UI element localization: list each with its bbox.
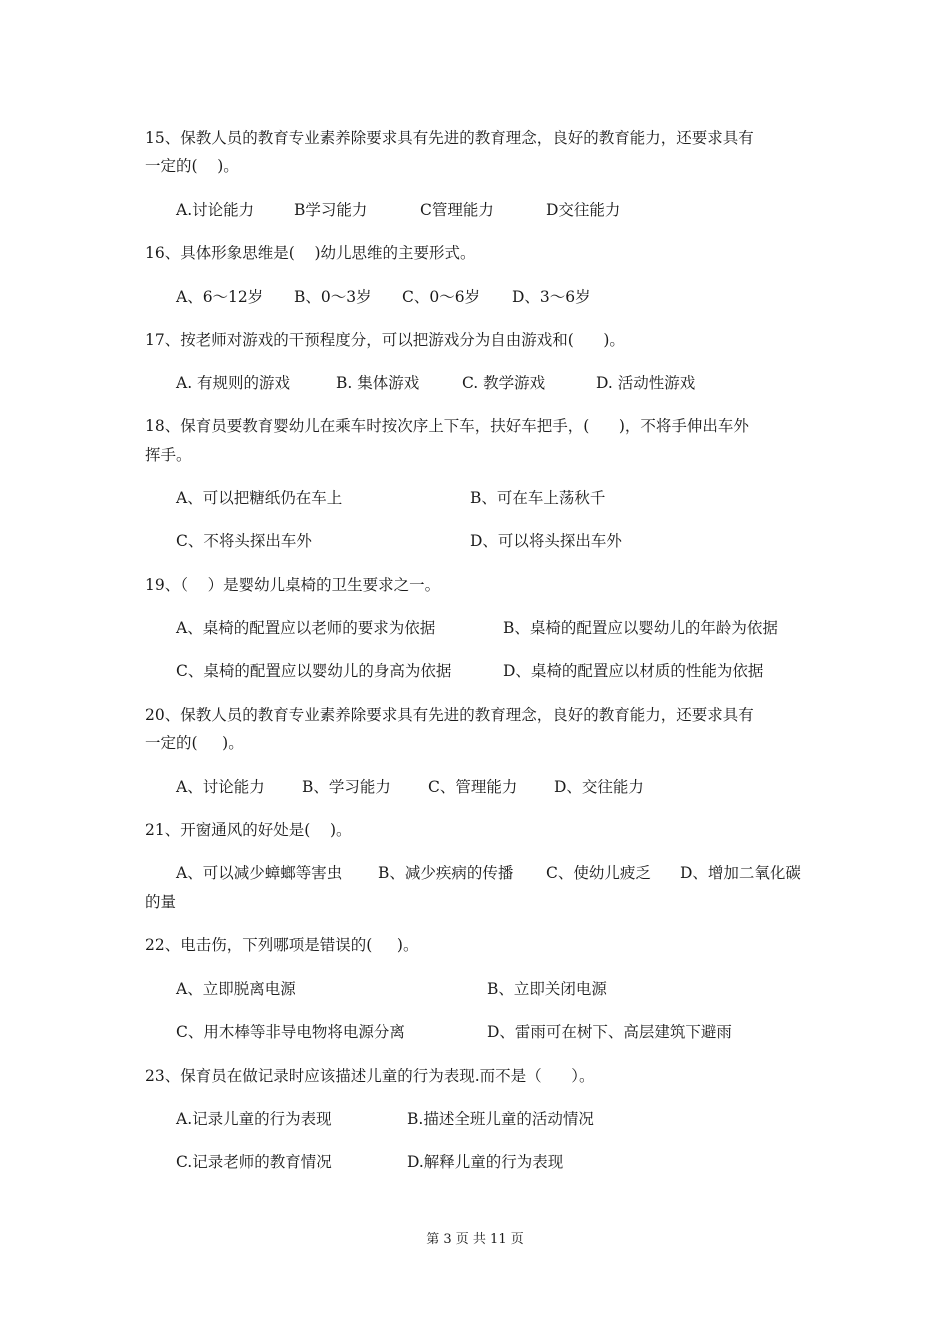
question-15-option-c: C管理能力 — [420, 201, 494, 219]
question-16-option-a: A、6～12岁 — [176, 288, 264, 306]
question-21-option-c: C、使幼儿疲乏 — [546, 864, 651, 882]
question-16-stem: 16、具体形象思维是( )幼儿思维的主要形式。 — [145, 244, 476, 262]
question-17-option-b: B. 集体游戏 — [336, 374, 420, 392]
question-23-stem: 23、保育员在做记录时应该描述儿童的行为表现.而不是（ ）。 — [145, 1067, 595, 1085]
question-21-stem: 21、开窗通风的好处是( )。 — [145, 821, 352, 839]
question-21-option-d-continuation: 的量 — [145, 893, 177, 911]
question-15-option-b: B学习能力 — [294, 201, 368, 219]
question-19-option-a: A、桌椅的配置应以老师的要求为依据 — [176, 619, 436, 637]
question-21-option-b: B、减少疾病的传播 — [378, 864, 514, 882]
question-17-option-a: A. 有规则的游戏 — [176, 374, 291, 392]
question-21-option-d: D、增加二氧化碳 — [680, 864, 801, 882]
question-18-stem-line-2: 挥手。 — [145, 446, 192, 464]
question-20-option-c: C、管理能力 — [428, 778, 518, 796]
question-23-option-b: B.描述全班儿童的活动情况 — [407, 1110, 594, 1128]
question-20-option-b: B、学习能力 — [302, 778, 391, 796]
question-19-option-c: C、桌椅的配置应以婴幼儿的身高为依据 — [176, 662, 452, 680]
question-18-option-c: C、不将头探出车外 — [176, 532, 312, 550]
question-16-option-d: D、3～6岁 — [512, 288, 591, 306]
question-15-stem-line-2: 一定的( )。 — [145, 157, 239, 175]
question-23-option-a: A.记录儿童的行为表现 — [176, 1110, 332, 1128]
question-15-option-d: D交往能力 — [546, 201, 621, 219]
question-17-option-c: C. 教学游戏 — [462, 374, 546, 392]
question-19-option-b: B、桌椅的配置应以婴幼儿的年龄为依据 — [503, 619, 778, 637]
question-16-option-b: B、0～3岁 — [294, 288, 372, 306]
question-20-option-a: A、讨论能力 — [176, 778, 265, 796]
question-22-option-a: A、立即脱离电源 — [176, 980, 296, 998]
question-18-option-a: A、可以把糖纸仍在车上 — [176, 489, 343, 507]
question-23-option-d: D.解释儿童的行为表现 — [407, 1153, 564, 1171]
question-18-option-d: D、可以将头探出车外 — [470, 532, 622, 550]
question-19-option-d: D、桌椅的配置应以材质的性能为依据 — [503, 662, 764, 680]
question-23-option-c: C.记录老师的教育情况 — [176, 1153, 332, 1171]
question-22-stem: 22、电击伤，下列哪项是错误的( )。 — [145, 936, 419, 954]
question-18-stem-line-1: 18、保育员要教育婴幼儿在乘车时按次序上下车，扶好车把手，( )，不将手伸出车外 — [145, 417, 749, 435]
question-22-option-c: C、用木棒等非导电物将电源分离 — [176, 1023, 405, 1041]
question-20-stem-line-1: 20、保教人员的教育专业素养除要求具有先进的教育理念，良好的教育能力，还要求具有 — [145, 706, 754, 724]
question-15-option-a: A.讨论能力 — [176, 201, 255, 219]
question-17-option-d: D. 活动性游戏 — [596, 374, 696, 392]
question-17-stem: 17、按老师对游戏的干预程度分，可以把游戏分为自由游戏和( )。 — [145, 331, 625, 349]
question-20-option-d: D、交往能力 — [554, 778, 644, 796]
question-22-option-d: D、雷雨可在树下、高层建筑下避雨 — [487, 1023, 732, 1041]
question-18-option-b: B、可在车上荡秋千 — [470, 489, 606, 507]
question-21-option-a: A、可以减少蟑螂等害虫 — [176, 864, 343, 882]
question-19-stem: 19、（ ）是婴幼儿桌椅的卫生要求之一。 — [145, 576, 441, 594]
question-15-stem-line-1: 15、保教人员的教育专业素养除要求具有先进的教育理念，良好的教育能力，还要求具有 — [145, 129, 754, 147]
question-22-option-b: B、立即关闭电源 — [487, 980, 607, 998]
page-footer: 第 3 页 共 11 页 — [426, 1232, 524, 1247]
question-16-option-c: C、0～6岁 — [402, 288, 481, 306]
question-20-stem-line-2: 一定的( )。 — [145, 734, 244, 752]
